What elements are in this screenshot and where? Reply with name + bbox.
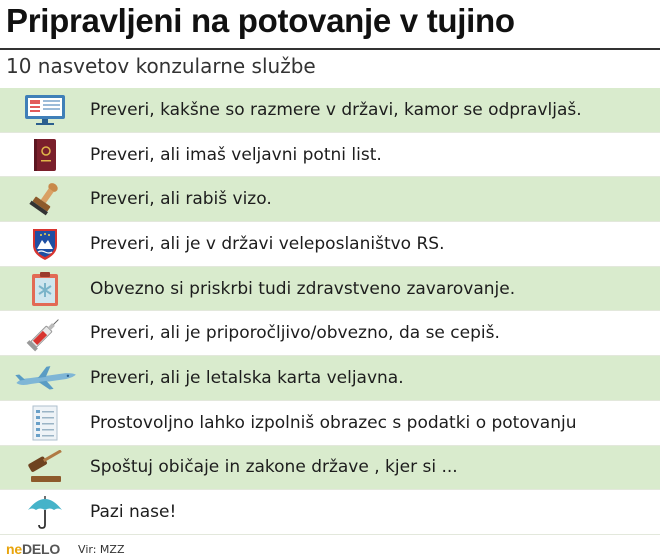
list-item xyxy=(0,222,660,267)
syringe-icon xyxy=(0,311,90,355)
list-item xyxy=(0,267,660,312)
page-subtitle: 10 nasvetov konzularne službe xyxy=(6,54,316,78)
tip-text: Preveri, ali imaš veljavni potni list. xyxy=(90,144,382,165)
list-item xyxy=(0,88,660,133)
list-item xyxy=(0,133,660,178)
tip-text: Preveri, kakšne so razmere v državi, kamor se odpravljaš. xyxy=(90,99,582,120)
umbrella-icon xyxy=(0,490,90,534)
tip-text: Preveri, ali rabiš vizo. xyxy=(90,189,272,210)
nedelo-logo xyxy=(6,541,60,557)
footer xyxy=(6,541,124,557)
list-item xyxy=(0,446,660,491)
page-title: Pripravljeni na potovanje v tujino xyxy=(6,2,515,39)
logo-delo: DELO xyxy=(21,541,61,557)
tip-text: Spoštuj običaje in zakone države , kjer si ... xyxy=(90,457,458,478)
tip-text: Preveri, ali je letalska karta veljavna. xyxy=(90,367,404,388)
tips-list xyxy=(0,88,660,535)
medical-clipboard-icon xyxy=(0,267,90,311)
tip-text: Preveri, ali je priporočljivo/obvezno, da se cepiš. xyxy=(90,323,500,344)
list-item xyxy=(0,177,660,222)
tip-text: Obvezno si priskrbi tudi zdravstveno zavarovanje. xyxy=(90,278,516,299)
title-divider xyxy=(0,48,660,50)
tip-text: Pazi nase! xyxy=(90,502,177,523)
logo-ne: ne xyxy=(6,541,22,557)
stamp-icon xyxy=(0,177,90,221)
list-item xyxy=(0,401,660,446)
list-item xyxy=(0,356,660,401)
tip-text: Prostovoljno lahko izpolniš obrazec s podatki o potovanju xyxy=(90,412,577,433)
tip-text: Preveri, ali je v državi veleposlaništvo RS. xyxy=(90,233,445,254)
monitor-icon xyxy=(0,88,90,132)
list-item xyxy=(0,311,660,356)
list-item xyxy=(0,490,660,535)
form-icon xyxy=(0,401,90,445)
passport-icon xyxy=(0,133,90,177)
source-text: Vir: MZZ xyxy=(78,542,125,556)
airplane-icon xyxy=(0,356,90,400)
gavel-icon xyxy=(0,445,90,489)
coat-of-arms-icon xyxy=(0,222,90,266)
